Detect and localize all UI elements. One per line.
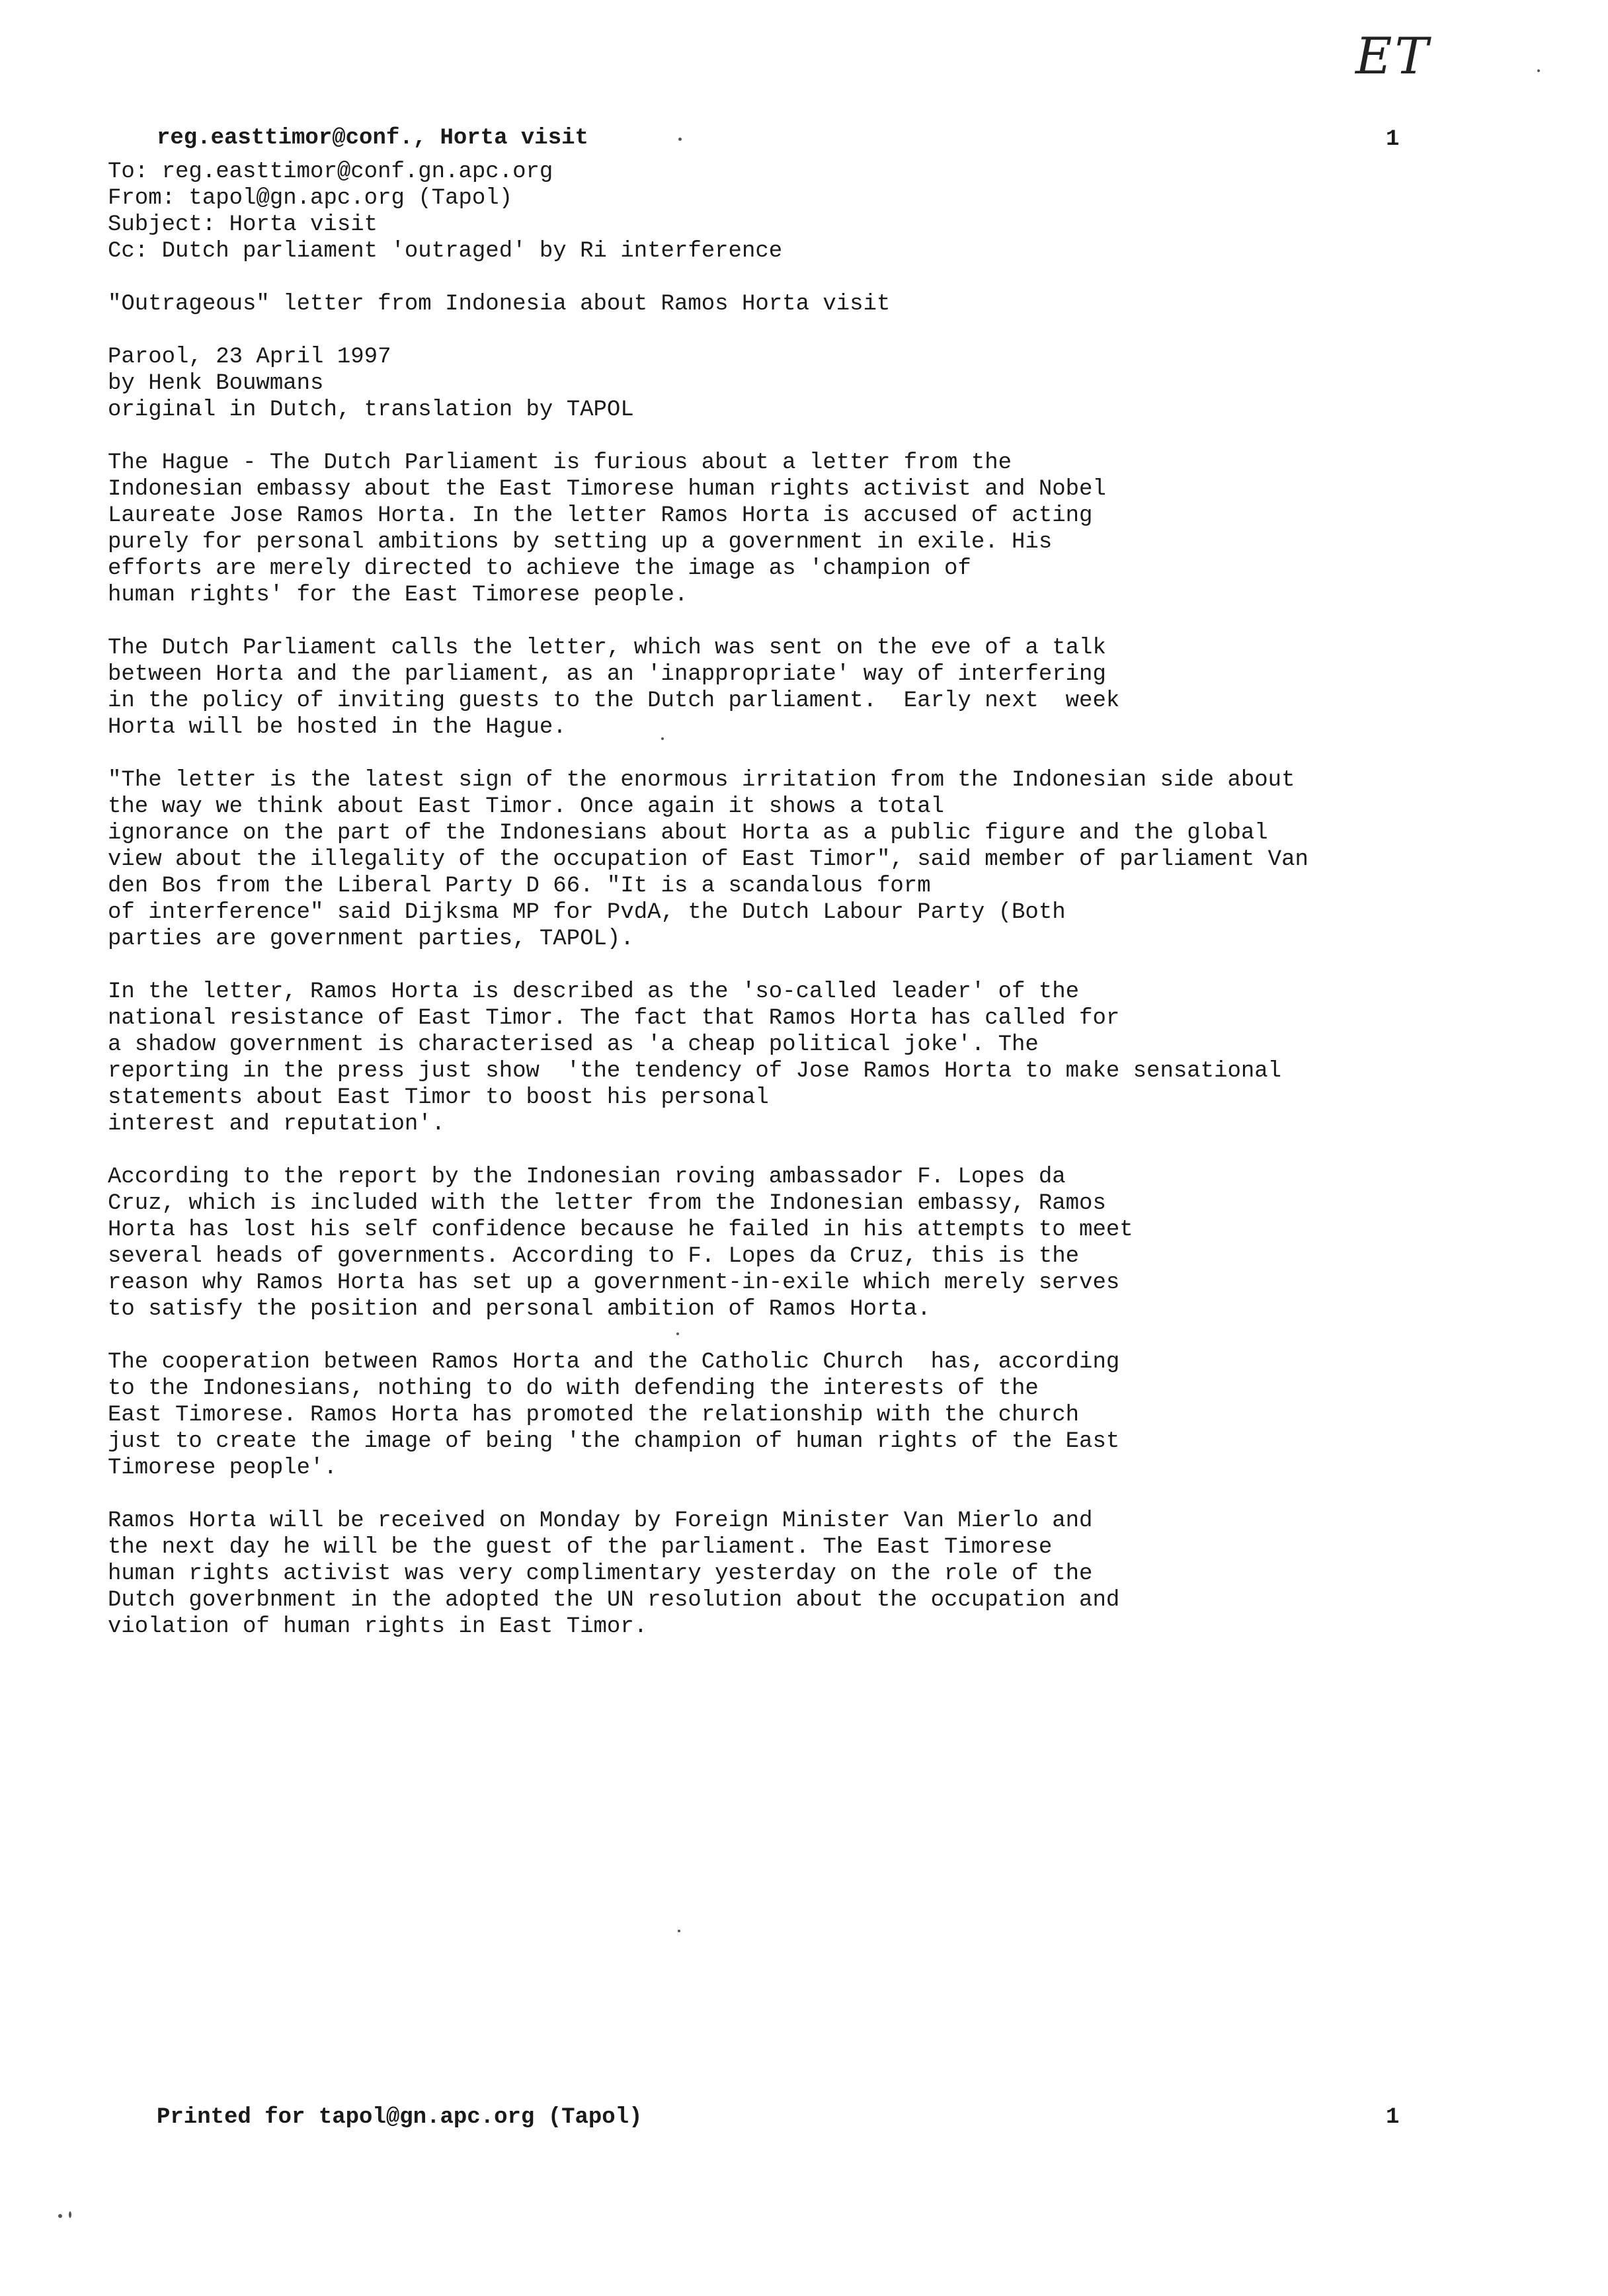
paragraph-line: Laureate Jose Ramos Horta. In the letter Ramos Horta is accused of acting (108, 503, 1093, 528)
paragraph-line: a shadow government is characterised as 'a cheap political joke'. The (108, 1032, 1039, 1057)
paragraph-line: view about the illegality of the occupation of East Timor", said member of parliament Van (108, 847, 1308, 872)
paragraph-line: Ramos Horta will be received on Monday by Foreign Minister Van Mierlo and (108, 1508, 1093, 1534)
paragraph-line: Dutch goverbnment in the adopted the UN resolution about the occupation and (108, 1588, 1120, 1613)
scan-speck (69, 2211, 71, 2218)
paragraph-line: purely for personal ambitions by setting up a government in exile. His (108, 530, 1053, 555)
paragraph-line: The cooperation between Ramos Horta and the Catholic Church has, according (108, 1350, 1120, 1375)
paragraph-line: human rights activist was very complimentary yesterday on the role of the (108, 1561, 1093, 1586)
paragraph-line: human rights' for the East Timorese people. (108, 583, 688, 608)
paragraph-line: The Dutch Parliament calls the letter, which was sent on the eve of a talk (108, 636, 1106, 661)
paragraph-7 (108, 1508, 1576, 1640)
paragraph-line: reason why Ramos Horta has set up a government-in-exile which merely serves (108, 1270, 1120, 1295)
paragraph-line: reporting in the press just show 'the tendency of Jose Ramos Horta to make sensational (108, 1059, 1282, 1084)
paragraph-line: Indonesian embassy about the East Timorese human rights activist and Nobel (108, 477, 1106, 502)
scan-speck (678, 138, 682, 141)
paragraph-line: Cruz, which is included with the letter from the Indonesian embassy, Ramos (108, 1191, 1106, 1216)
to-line: To: reg.easttimor@conf.gn.apc.org (108, 159, 553, 184)
paragraph-line: the next day he will be the guest of the parliament. The East Timorese (108, 1535, 1053, 1560)
cc-line: Cc: Dutch parliament 'outraged' by Ri interference (108, 239, 783, 264)
handwritten-annotation: ET (1355, 26, 1431, 85)
header-page-number: 1 (1386, 127, 1400, 152)
paragraph-line: Horta has lost his self confidence because he failed in his attempts to meet (108, 1217, 1133, 1243)
paragraph-line: national resistance of East Timor. The fact that Ramos Horta has called for (108, 1006, 1120, 1031)
paragraph-4 (108, 979, 1576, 1137)
paragraph-3 (108, 767, 1576, 952)
paragraph-line: ignorance on the part of the Indonesians about Horta as a public figure and the global (108, 821, 1268, 846)
byline-translation: original in Dutch, translation by TAPOL (108, 397, 634, 423)
paragraph-line: efforts are merely directed to achieve the image as 'champion of (108, 556, 971, 581)
paragraph-line: the way we think about East Timor. Once again it shows a total (108, 794, 945, 819)
scan-speck (1537, 69, 1540, 72)
paragraph-line: interest and reputation'. (108, 1112, 446, 1137)
scan-speck (678, 1930, 680, 1932)
paragraph-line: to satisfy the position and personal ambition of Ramos Horta. (108, 1297, 931, 1322)
paragraph-line: In the letter, Ramos Horta is described as the 'so-called leader' of the (108, 979, 1080, 1004)
paragraph-1 (108, 450, 1576, 608)
scan-speck (661, 737, 664, 740)
paragraph-line: violation of human rights in East Timor. (108, 1614, 648, 1639)
paragraph-line: The Hague - The Dutch Parliament is furious about a letter from the (108, 450, 1012, 475)
byline-author: by Henk Bouwmans (108, 371, 324, 396)
byline-source: Parool, 23 April 1997 (108, 345, 391, 370)
scan-speck (58, 2214, 62, 2218)
paragraph-2 (108, 635, 1576, 741)
paragraph-line: between Horta and the parliament, as an 'inappropriate' way of interfering (108, 662, 1106, 687)
paragraph-line: Horta will be hosted in the Hague. (108, 715, 567, 740)
paragraph-line: Timorese people'. (108, 1456, 337, 1481)
paragraph-line: According to the report by the Indonesian roving ambassador F. Lopes da (108, 1165, 1066, 1190)
paragraph-line: in the policy of inviting guests to the Dutch parliament. Early next week (108, 688, 1120, 714)
paragraph-line: several heads of governments. According to F. Lopes da Cruz, this is the (108, 1244, 1080, 1269)
scan-speck (676, 1332, 679, 1335)
footer-page-number: 1 (1386, 2105, 1400, 2130)
from-line: From: tapol@gn.apc.org (Tapol) (108, 186, 513, 211)
article-headline: "Outrageous" letter from Indonesia about Ramos Horta visit (108, 292, 891, 317)
paragraph-line: just to create the image of being 'the champion of human rights of the East (108, 1429, 1120, 1454)
paragraph-line: "The letter is the latest sign of the enormous irritation from the Indonesian side about (108, 768, 1295, 793)
paragraph-line: to the Indonesians, nothing to do with defending the interests of the (108, 1376, 1039, 1401)
print-header-title: reg.easttimor@conf., Horta visit (157, 126, 588, 151)
paragraph-line: of interference" said Dijksma MP for PvdA, the Dutch Labour Party (Both (108, 900, 1066, 925)
paragraph-6 (108, 1349, 1576, 1481)
article-byline (108, 344, 1576, 423)
paragraph-5 (108, 1164, 1576, 1323)
paragraph-line: parties are government parties, TAPOL). (108, 926, 634, 952)
paragraph-line: den Bos from the Liberal Party D 66. "It is a scandalous form (108, 874, 931, 899)
print-footer-text: Printed for tapol@gn.apc.org (Tapol) (157, 2105, 643, 2130)
paragraph-line: statements about East Timor to boost his personal (108, 1085, 769, 1110)
message-body (108, 159, 1576, 1640)
subject-line: Subject: Horta visit (108, 212, 378, 237)
paragraph-line: East Timorese. Ramos Horta has promoted the relationship with the church (108, 1403, 1080, 1428)
email-headers (108, 159, 1576, 265)
